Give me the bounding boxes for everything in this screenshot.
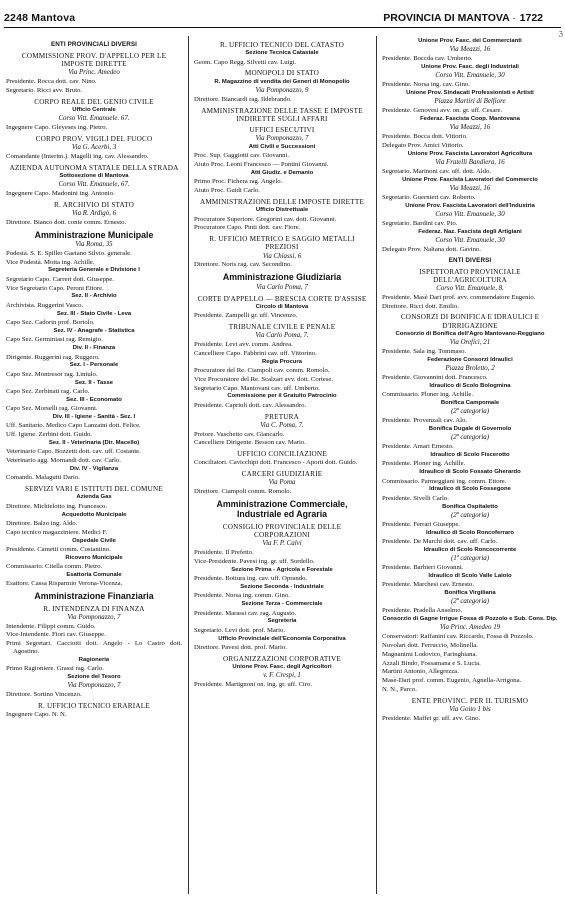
address-line: Via Fratelli Bandiera, 16 <box>435 159 505 167</box>
sub-heading: Bonifica Ospitaletto <box>442 503 498 510</box>
address-line: Via Princ. Amedeo 19 <box>439 624 501 632</box>
office-heading: CONSORZI DI BONIFICA E IDRAULICI E D'IRRIGAZIONE <box>400 313 540 330</box>
sub-heading: Atti Civili e Successioni <box>248 144 316 151</box>
entry-text: Vice-Intendente. Fiori cav. Giuseppe. <box>6 631 106 639</box>
entry-text: Direttore. Bianco dott. conte comm. Ernesto. <box>6 218 127 226</box>
address-line: Via Oreficì, 21 <box>449 339 491 347</box>
entry-text: Direttore. Biancardi rag. Ildebrando. <box>194 95 292 103</box>
entry-text: Ingegnere Capo. Madonini ing. Antonio. <box>6 190 115 197</box>
sub-heading: Federaz. Fascista Coop. Mantovana <box>420 116 520 122</box>
entry-text: Capo Sez. Germiniasi rag. Remigio. <box>6 336 103 344</box>
address-line: (2ª categoria) <box>450 512 490 520</box>
address-line: (2ª categoria) <box>450 598 490 606</box>
section-heading: Amministrazione Finanziaria <box>34 591 154 602</box>
entry-text: Capo Sez. Montresor rag. Lintulo. <box>6 370 98 378</box>
section-heading: Amministrazione Commerciale, Industriale ed Agraria <box>216 498 348 520</box>
entry-text: Presidente. Cametti comm. Costantino. <box>6 545 111 553</box>
sub-heading: Idraulico di Scolo Fossegone <box>429 486 511 493</box>
sub-heading: Sezione Terza - Commerciale <box>241 601 323 608</box>
sub-heading: Ricovero Municipale <box>65 554 123 561</box>
entry-text: Presidente. Giovannini dott. Francesco. <box>382 374 488 381</box>
address-line: Via Princ. Amedeo <box>68 69 120 77</box>
sub-heading: Sez. II - Veterinaria (Dir. Macello) <box>48 439 140 446</box>
city-name: Mantova <box>31 12 76 24</box>
sub-heading: Unione Prov. Fasc. degli Agricoltori <box>232 663 332 670</box>
sub-heading: Segreteria Generale e Divisione I <box>48 267 140 274</box>
sub-heading: Commissione per il Gratuito Patrocinio <box>227 393 337 400</box>
entry-text: Masè-Dari prof. comm. Eugenio, Agnella-Arrigona. <box>382 677 522 685</box>
column-right <box>382 38 558 724</box>
entry-text: Presidente. Martignoni on. ing. gr. uff. Ciro. <box>194 681 313 689</box>
sub-heading: Sez. III - Stato Civile - Leva <box>56 310 132 317</box>
entry-text: Capo Sez. Morselli rag. Giovanni. <box>6 405 98 413</box>
sub-heading: Ufficio Centrale <box>72 106 116 113</box>
entry-text: Primi Segretari. Cacciotti dott. Angelo - Lo Castro dott. Agostino. <box>6 640 182 656</box>
entry-text: Procuratore Superiore. Gregorini cav. dott. Giovanni. <box>194 215 337 223</box>
column-left <box>6 38 182 720</box>
address-line: Via G. Acerbi, 3 <box>71 144 117 151</box>
address-line: Via Carlo Poma, 7. <box>255 332 309 340</box>
entry-text: Comando. Malagutti Dario. <box>6 474 80 482</box>
sub-heading: Ospedale Civile <box>72 537 116 544</box>
entry-text: Segretario Capo. Mantovani cav. uff. Umberto. <box>194 384 320 392</box>
entry-text: Capo tecnico magazziniere. Medici F. <box>6 528 108 536</box>
entry-text: Presidente. Norsa ing. comm. Gino. <box>194 592 290 600</box>
entry-text: Vice-Presidente. Pavesi ing. gr. uff. Sordello. <box>194 557 315 565</box>
sub-heading: Azienda Gas <box>76 494 112 501</box>
entry-text: Intendente. Filippi comm. Guido. <box>6 622 96 630</box>
entry-text: Dirigente. Ruggerini rag. Ruggero. <box>6 353 100 361</box>
entry-text: Delegato Prov. Naltana dott. Gavino. <box>382 246 481 253</box>
entry-text: Presidente. Maffei gr. uff. avv. Gino. <box>382 714 481 722</box>
office-heading: CONSIGLIO PROVINCIALE DELLE CORPORAZIONI <box>222 522 342 540</box>
entry-text: Direttore. Pavesi dott. prof. Mario. <box>194 643 287 651</box>
office-heading: PRETURA <box>264 412 300 421</box>
entry-text: Presidente. Caprioli dott. cav. Alessandro. <box>194 401 307 409</box>
entry-text: Presidente. Levi avv. comm. Andrea. <box>194 340 293 348</box>
address-line: Via C. Poma, 7. <box>260 421 304 429</box>
address-line: Via Chiassi, 6 <box>262 252 302 260</box>
address-line: (1ª categoria) <box>450 555 490 563</box>
entry-text: Uff. Igiene. Zerbini dott. Guido. <box>6 431 93 439</box>
entry-text: Segretario Capo. Carreri dott. Giuseppe. <box>6 275 114 283</box>
group-heading: ENTI DIVERSI <box>448 256 492 264</box>
sub-heading: Sez. II - Tasse <box>74 379 114 386</box>
sub-heading: Idraulico di Scolo Bologmina <box>429 382 511 389</box>
entry-text: Delegato Prov. Amici Vittorio. <box>382 142 464 149</box>
header-dots: · <box>512 12 517 24</box>
office-heading: CORPO REALE DEL GENIO CIVILE <box>34 97 154 106</box>
sub-heading: Bonifica Dugale di Governolo <box>428 426 512 432</box>
address-line: Via Meazzi, 16 <box>449 185 491 193</box>
entry-text: Direttore. Ciampoli comm. Romolo. <box>194 488 292 496</box>
entry-text: Podestà. S. E. Spiller Gaetano Silvio. generale. <box>6 249 132 257</box>
entry-text: Capo Sez. Cadorin prof. Bortolo. <box>6 319 95 327</box>
address-line: Corso Vitt. Emanuele. 67. <box>58 115 130 123</box>
address-line: Via Pomponazzo, 7 <box>67 613 121 621</box>
sub-heading: Atti Giudiz. e Demanio <box>250 170 314 177</box>
sub-heading: Ragioneria <box>78 656 110 663</box>
entry-text: Presidente. Genovesi avv. on. gr. uff. Cesare. <box>382 107 503 115</box>
address-line: Corso Vitt. Emanuele, 8. <box>436 285 504 292</box>
entry-text: Presidente. Zampelli gr. uff. Vincenzo. <box>194 312 298 320</box>
section-heading: Amministrazione Giudiziaria <box>222 272 342 283</box>
entry-text: N. N., Parco. <box>382 686 417 693</box>
sub-heading: Bonifica Virgiliana <box>444 590 496 597</box>
entry-text: Presidente. Barbieri Giovanni. <box>382 564 464 572</box>
sub-heading: Sez. II - Archivio <box>71 293 117 300</box>
sub-heading: Unione Prov. Fascista Lavoratori del Commercio <box>402 176 538 183</box>
sub-heading: Circolo di Mantova <box>255 303 309 310</box>
office-heading: AMMINISTRAZIONE DELLE IMPOSTE DIRETTE <box>199 198 365 207</box>
entry-text: Presidente. Rocca dott. cav. Nino. <box>6 78 97 85</box>
address-line: Via Meazzi, 16 <box>449 124 491 132</box>
office-heading: MONOPOLI DI STATO <box>244 69 320 78</box>
address-line: Piazza Martiri di Belfiore <box>434 98 506 106</box>
office-heading: R. UFFICIO TECNICO DEL CATASTO <box>219 41 345 49</box>
entry-text: Vice Procuratore del Re. Scalzari avv. dott. Cortese. <box>194 375 333 383</box>
sub-heading: Consorzio di Gagne Irrigue Fossa di Pozzolo e Sub. Cons. Dip. <box>382 616 558 623</box>
sub-heading: Div. II - Finanza <box>72 345 116 352</box>
page-header <box>0 0 565 30</box>
office-heading: R. INTENDENZA DI FINANZA <box>43 604 145 613</box>
entry-text: Presidente. Amari Ernesto. <box>382 443 454 451</box>
entry-text: Capo Sez. Zerbinati rag. Carlo. <box>6 387 90 395</box>
entry-text: Segretario. Ricci avv. Bruto. <box>6 86 83 94</box>
sub-heading: Div. III - Igiene - Sanità - Sez. I <box>52 413 136 420</box>
address-line: Via Roma, 35 <box>75 241 113 249</box>
sub-heading: Regia Procura <box>262 358 302 365</box>
entry-text: Presidente. Marassi cav. rag. Augusto. <box>194 609 297 617</box>
address-line: (2ª categoria) <box>450 434 490 442</box>
entry-text: Conservatori: Raffanini cav. Riccardo, Fossa di Pozzolo. <box>382 633 534 641</box>
sub-heading: Div. IV - Vigilanza <box>69 465 119 472</box>
entry-text: Uff. Sanitario. Medico Capo Lanzaini dott. Felice. <box>6 422 141 430</box>
sub-heading: Sezione del Tesoro <box>67 674 121 681</box>
column-middle <box>194 38 370 690</box>
sub-heading: Bonifica Campomale <box>440 400 500 406</box>
header-rule <box>4 27 561 28</box>
address-line: Corso Vitt. Emanuele, 30 <box>435 211 505 219</box>
address-line: (2ª categoria) <box>450 408 490 416</box>
entry-text: Aiuto Proc. Leoni Francesco — Pontini Giovanni. <box>194 161 329 169</box>
office-heading: ISPETTORATO PROVINCIALE DELL'AGRICOLTURA <box>419 267 521 284</box>
entry-text: Archivista. Ruggerini Vasco. <box>6 301 84 309</box>
address-line: Via Pomponazzo, 7 <box>255 135 309 143</box>
entry-text: Presidente. Il Prefetto. <box>194 549 254 557</box>
entry-text: Ingegnere Capo. Gleyeses ing. Pietro. <box>6 124 108 131</box>
sub-heading: Sottosezione di Mantova <box>59 172 129 179</box>
entry-text: Veterinario Capo. Bozzetti dott. cav. uff. Costante. <box>6 448 141 456</box>
entry-text: Segretario. Guernieri cav. Roberto. <box>382 194 476 201</box>
office-heading: R. ARCHIVIO DI STATO <box>54 200 134 209</box>
sub-heading: Ufficio Provinciale dell'Economia Corporativa <box>218 635 346 642</box>
office-heading: CARCERI GIUDIZIARIE <box>241 470 323 479</box>
entry-text: Presidente. Marchesi cav. Ernesto. <box>382 581 475 589</box>
office-heading: TRIBUNALE CIVILE E PENALE <box>228 322 336 331</box>
entry-text: Aiuto Proc. Guidi Carlo. <box>194 187 260 195</box>
sub-heading: Consorzio di Bonifica dell'Agro Mantovano-Reggiano <box>395 330 545 337</box>
sub-heading: Sezione Prima - Agricola e Forestale <box>231 566 333 573</box>
office-heading: UFFICIO CONCILIAZIONE <box>237 450 327 459</box>
entry-text: Proc. Sup. Gaggiotti cav. Giovanni. <box>194 152 290 160</box>
entry-text: Presidente. Pradella Anselmo. <box>382 607 463 615</box>
address-line: Corso Vitt. Emanuele, 30 <box>435 72 505 80</box>
sub-heading: Sez. III - Economato <box>66 396 122 403</box>
entry-text: Procuratore Capo. Pinti dott. cav. Fiore. <box>194 224 301 232</box>
sub-heading: Acquedotto Municipale <box>61 511 127 518</box>
address-line: Via F. P. Calvi <box>262 540 302 548</box>
sub-heading: Idraulico di Scolo Fiscerotto <box>430 452 510 458</box>
sub-heading: Unione Prov. Fascista Lavoratori dell'Industria <box>405 202 535 209</box>
office-heading: AZIENDA AUTONOMA STATALE DELLA STRADA <box>9 163 179 172</box>
entry-text: Pretore. Vaschetto cav. Giancarlo. <box>194 430 285 438</box>
entry-text: Direttore. Noris rag. cav. Secondino. <box>194 261 292 269</box>
entry-text: Commissario. Citella comm. Pietro. <box>6 563 103 571</box>
entry-text: Direttore. Balzo ing. Aldo. <box>6 519 78 527</box>
entry-text: Presidente. Norsa ing. cav. Gino. <box>382 81 470 89</box>
office-heading: R. UFFICIO TECNICO ERARIALE <box>38 702 150 711</box>
sub-heading: Idraulico di Scolo Fossato Gherardo <box>419 469 521 476</box>
sub-heading: Idraulico di Scolo Roncoferraro <box>425 529 515 536</box>
office-heading: R. UFFICIO METRICO E SAGGIO METALLI PREZIOSI <box>209 235 355 252</box>
entry-text: Commissario. Parmeggiani ing. comm. Ettore. <box>382 477 507 485</box>
entry-text: Presidente. Masè Dari prof. avv. commendatore Eugenio. <box>382 293 536 301</box>
entry-text: Ingegnere Capo. N. N. <box>6 711 67 719</box>
entry-text: Veterinario agg. Mornandi dott. cav. Carlo. <box>6 457 121 465</box>
entry-text: Segretario. Bardini cav. Pio. <box>382 220 458 227</box>
entry-text: Presidente. Provenzali cav. Alo. <box>382 417 467 425</box>
sub-heading: Esattoria Comunale <box>66 571 122 578</box>
entry-text: Azzali Bindo, Fossamana e S. Lucia. <box>382 659 481 667</box>
address-line: Via Carlo Poma, 7 <box>256 283 308 291</box>
entry-text: Presidente. Ferrari Giuseppe. <box>382 520 460 528</box>
sub-heading: Sez. I - Personale <box>69 362 119 369</box>
office-heading: CORTE D'APPELLO — BRESCIA CORTE D'ASSISE <box>197 294 367 303</box>
entry-text: Geom. Capo Regg. Silvetti cav. Luigi. <box>194 58 297 66</box>
sub-heading: Sez. IV - Anagrafe - Statistica <box>53 327 135 334</box>
office-heading: COMMISSIONE PROV. D'APPELLO PER LE IMPOSTE DIRETTE <box>21 51 167 68</box>
office-heading: UFFICI ESECUTIVI <box>249 126 315 135</box>
sub-heading: Unione Prov. Sindacati Professionisti e Artisti <box>406 90 534 96</box>
sub-heading: Idraulico di Scolo Valle Laiolo <box>428 572 512 579</box>
province-title: PROVINCIA DI MANTOVA <box>383 12 510 24</box>
sub-heading: R. Magazzino di vendita dei Generi di Monopolio <box>214 78 350 85</box>
entry-text: Magnanimi Lodovico, Faringhiana. <box>382 650 478 658</box>
entry-text: Esattore. Cassa Risparmio Verona-Vicenza. <box>6 580 123 588</box>
sub-heading: Segreteria <box>267 618 297 625</box>
entry-text: Primo Proc. Fichera rag. Angelo. <box>194 178 283 186</box>
address-line: v. F. Crespi, 1 <box>263 672 301 680</box>
section-heading: Amministrazione Municipale <box>34 229 154 240</box>
header-right <box>383 12 543 24</box>
corner-mark: ℨ <box>558 30 563 38</box>
entry-text: Conciliatori. Cavicchipi dott. Francesco - Aporti dott. Guido. <box>194 459 358 467</box>
address-line: Corso Vitt. Emanuele, 67. <box>58 181 130 189</box>
page-number: 2248 <box>4 12 29 24</box>
entry-text: Presidente. Sivelli Carlo. <box>382 494 449 502</box>
sub-heading: Federaz. Naz. Fascista degli Artigiani <box>418 228 522 235</box>
sub-heading: Sezione Tecnica Catastale <box>245 50 319 57</box>
entry-text: Procuratore del Re. Ciampoli cav. comm. Romolo. <box>194 366 330 374</box>
sub-heading: Unione Prov. Fasc. dei Commercianti <box>418 38 522 44</box>
entry-text: Presidente. Ploner ing. Achille. <box>382 460 466 468</box>
sub-heading: Unione Prov. Fasc. degli Industriali <box>421 64 519 70</box>
entry-text: Presidente. Bocca dott. Vittorio. <box>382 133 468 141</box>
entry-text: Cancelliere Capo. Fabbrini cav. uff. Vittorino. <box>194 349 317 357</box>
entry-text: Presidente. Boccda cav. Umberto. <box>382 55 473 63</box>
entry-text: Vice Segretario Capo. Peroni Ettore. <box>6 284 104 292</box>
address-line: Via Pomponazzo, 7 <box>67 682 121 690</box>
entry-text: Primo Ragioniere. Grassi rag. Carlo. <box>6 665 104 673</box>
entry-text: Comandante (Interim.). Magelli ing. cav. Alessandro. <box>6 152 149 160</box>
sub-heading: Ufficio Distrettuale <box>255 207 309 214</box>
entry-text: Direttore. Sortino Vincenzo. <box>6 691 82 699</box>
header-left <box>4 12 75 24</box>
sub-heading: Sezione Seconda - Industriale <box>240 583 324 590</box>
sub-heading: Idraulico di Scolo Roncocorrente <box>423 546 517 553</box>
column-reference: 1722 <box>519 12 543 24</box>
address-line: Corso Vitt. Emanuele, 30 <box>435 237 505 245</box>
address-line: Via Poma <box>268 479 296 487</box>
office-heading: AMMINISTRAZIONE DELLE TASSE E IMPOSTE INDIRETTE SUGLI AFFARI <box>201 106 363 123</box>
entry-text: Presidente. Sala ing. Tommaso. <box>382 348 467 355</box>
office-heading: ORGANIZZAZIONI CORPORATIVE <box>223 654 341 663</box>
office-heading: SERVIZI VARI E ISTITUTI DEL COMUNE <box>24 485 164 494</box>
office-heading: ENTE PROVINC. PER IL TURISMO <box>411 696 529 705</box>
entry-text: Direttore. Ricci dott. Emilio. <box>382 302 459 310</box>
office-heading: CORPO PROV. VIGILI DEL FUOCO <box>35 134 153 143</box>
group-heading: ENTI PROVINCIALI DIVERSI <box>50 41 138 48</box>
entry-text: Commissario. Ploner ing. Achille. <box>382 391 474 399</box>
entry-text: Segretario. Marinoni cav. uff. dott. Aldo. <box>382 168 492 175</box>
entry-text: Nuvolari dott. Ferruccio, Molinella. <box>382 642 478 650</box>
address-line: Via Goito 1 bis <box>449 706 491 713</box>
entry-text: Cancelliere Dirigente. Besson cav. Mario. <box>194 439 306 447</box>
entry-text: Presidente. Bottura ing. cav. uff. Oprando. <box>194 575 308 583</box>
entry-text: Direttore. Michielotto ing. Francesco. <box>6 502 108 510</box>
entry-text: Martini Antonio, Allegrezza. <box>382 668 459 676</box>
column-divider <box>188 36 189 894</box>
address-line: Via Pomponazzo, 9 <box>255 87 309 95</box>
entry-text: Presidente. De Marchi dott. cav. uff. Carlo. <box>382 538 498 546</box>
sub-heading: Unione Prov. Fascista Lavoratori Agricoltura <box>407 150 533 157</box>
column-divider <box>376 36 377 894</box>
sub-heading: Federazione Consorzi Idraulici <box>427 356 513 363</box>
address-line: Via R. Ardigò, 6 <box>71 210 117 217</box>
address-line: Piazza Broletto, 2 <box>445 365 495 373</box>
entry-text: Vice Podestà. Motta ing. Achille. <box>6 258 95 266</box>
entry-text: Segretario. Levi dott. prof. Mario. <box>194 626 285 634</box>
address-line: Via Meazzi, 16 <box>449 46 491 54</box>
